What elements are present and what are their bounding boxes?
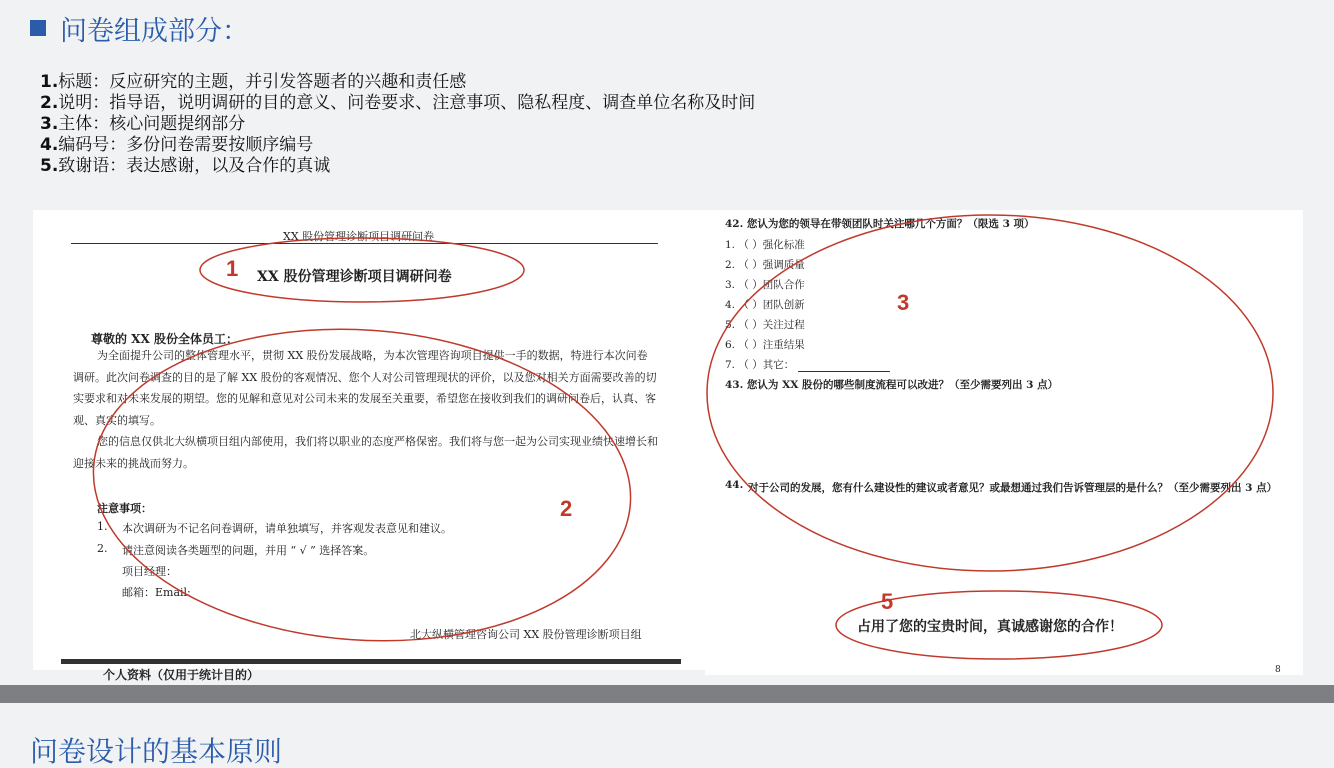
- item-number: 1.: [40, 72, 59, 92]
- item-text: 说明：指导语，说明调研的目的意义、问卷要求、注意事项、隐私程度、调查单位名称及时间: [58, 93, 756, 113]
- note-text: 本次调研为不记名问卷调研，请单独填写，并客观发表意见和建议。: [122, 522, 452, 535]
- list-item: [40, 135, 755, 156]
- option-item: 3. （ ）团队合作: [725, 279, 805, 291]
- note-number: 1.: [97, 520, 108, 533]
- list-item: [40, 114, 755, 135]
- item-text: 标题：反应研究的主题，并引发答题者的兴趣和责任感: [58, 72, 467, 92]
- question-44-number: 44.: [725, 479, 744, 491]
- question-43: 43. 您认为 XX 股份的哪些制度流程可以改进？（至少需要列出 3 点）: [725, 379, 1059, 391]
- questionnaire-page-right: [705, 210, 1303, 675]
- thank-you-note: 占用了您的宝贵时间，真诚感谢您的合作！: [857, 619, 1123, 635]
- running-header: XX 股份管理诊断项目调研问卷: [283, 230, 435, 243]
- intro-paragraph: 为全面提升公司的整体管理水平，贯彻 XX 股份发展战略，为本次管理咨询项目提供一手的数据，特进行本次问卷调研。此次问卷调查的目的是了解 XX 股份的客观情况、您个人对公司管理现状的评价，以及您对相关方面需要改善的切实要求和对未来发展的期望。您的见解和意见对公司未来的发展至关重要，希望您在接收到我们的调研问卷后，认真、客观、真实的填写。: [73, 349, 657, 427]
- note-text: 请注意阅读各类题型的问题，并用 “ √ ” 选择答案。: [122, 544, 375, 557]
- next-slide-heading-cut: 问卷设计的基本原则: [30, 735, 283, 768]
- questionnaire-page-left: [33, 210, 705, 682]
- option-label: 7. （ ）其它：: [725, 359, 795, 371]
- components-list: [40, 72, 755, 177]
- greeting: 尊敬的 XX 股份全体员工：: [91, 332, 238, 346]
- fill-blank-line: [798, 361, 890, 372]
- list-item: [40, 93, 755, 114]
- marker-2: 2: [560, 496, 573, 521]
- email-label: 邮箱：Email:: [122, 586, 191, 599]
- questionnaire-title: XX 股份管理诊断项目调研问卷: [257, 269, 452, 285]
- item-text: 致谢语：表达感谢，以及合作的真诚: [58, 156, 331, 176]
- notes-heading: 注意事项：: [97, 502, 152, 515]
- signature: 北大纵横管理咨询公司 XX 股份管理诊断项目组: [410, 628, 642, 641]
- slide-title: 问卷组成部分：: [60, 15, 249, 47]
- slide-title-bar: [30, 10, 249, 46]
- privacy-paragraph: 您的信息仅供北大纵横项目组内部使用，我们将以职业的态度严格保密。我们将与您一起为公司实现业绩快速增长和迎接未来的挑战而努力。: [73, 435, 658, 470]
- item-number: 4.: [40, 135, 59, 155]
- item-number: 5.: [40, 156, 59, 176]
- footer-bar: [0, 685, 1334, 703]
- project-manager-label: 项目经理：: [122, 565, 177, 578]
- question-42: 42. 您认为您的领导在带领团队时关注哪几个方面？（限选 3 项）: [725, 218, 1035, 230]
- option-item: 4. （ ）团队创新: [725, 299, 805, 311]
- note-number: 2.: [97, 542, 108, 555]
- marker-1: 1: [226, 256, 239, 281]
- page-number: 8: [1275, 665, 1281, 675]
- item-number: 2.: [40, 93, 59, 113]
- option-item-other: [725, 357, 890, 372]
- next-section-heading-cut: 个人资料（仅用于统计目的）: [103, 668, 260, 682]
- option-item: 2. （ ）强调质量: [725, 259, 805, 271]
- option-item: 5. （ ）关注过程: [725, 319, 805, 331]
- section-rule: [61, 659, 681, 664]
- list-item: [40, 72, 755, 93]
- title-square-bullet-icon: [30, 20, 46, 36]
- list-item: [40, 156, 755, 177]
- item-text: 编码号：多份问卷需要按顺序编号: [58, 135, 314, 155]
- item-number: 3.: [40, 114, 59, 134]
- option-item: 6. （ ）注重结果: [725, 339, 805, 351]
- marker-5: 5: [881, 589, 894, 614]
- item-text: 主体：核心问题提纲部分: [58, 114, 246, 134]
- marker-3: 3: [897, 290, 910, 315]
- header-rule: [71, 243, 658, 244]
- question-44: 对于公司的发展，您有什么建设性的建议或者意见？或最想通过我们告诉管理层的是什么？（至少需要列出 3 点）: [748, 482, 1278, 494]
- option-item: 1. （ ）强化标准: [725, 239, 805, 251]
